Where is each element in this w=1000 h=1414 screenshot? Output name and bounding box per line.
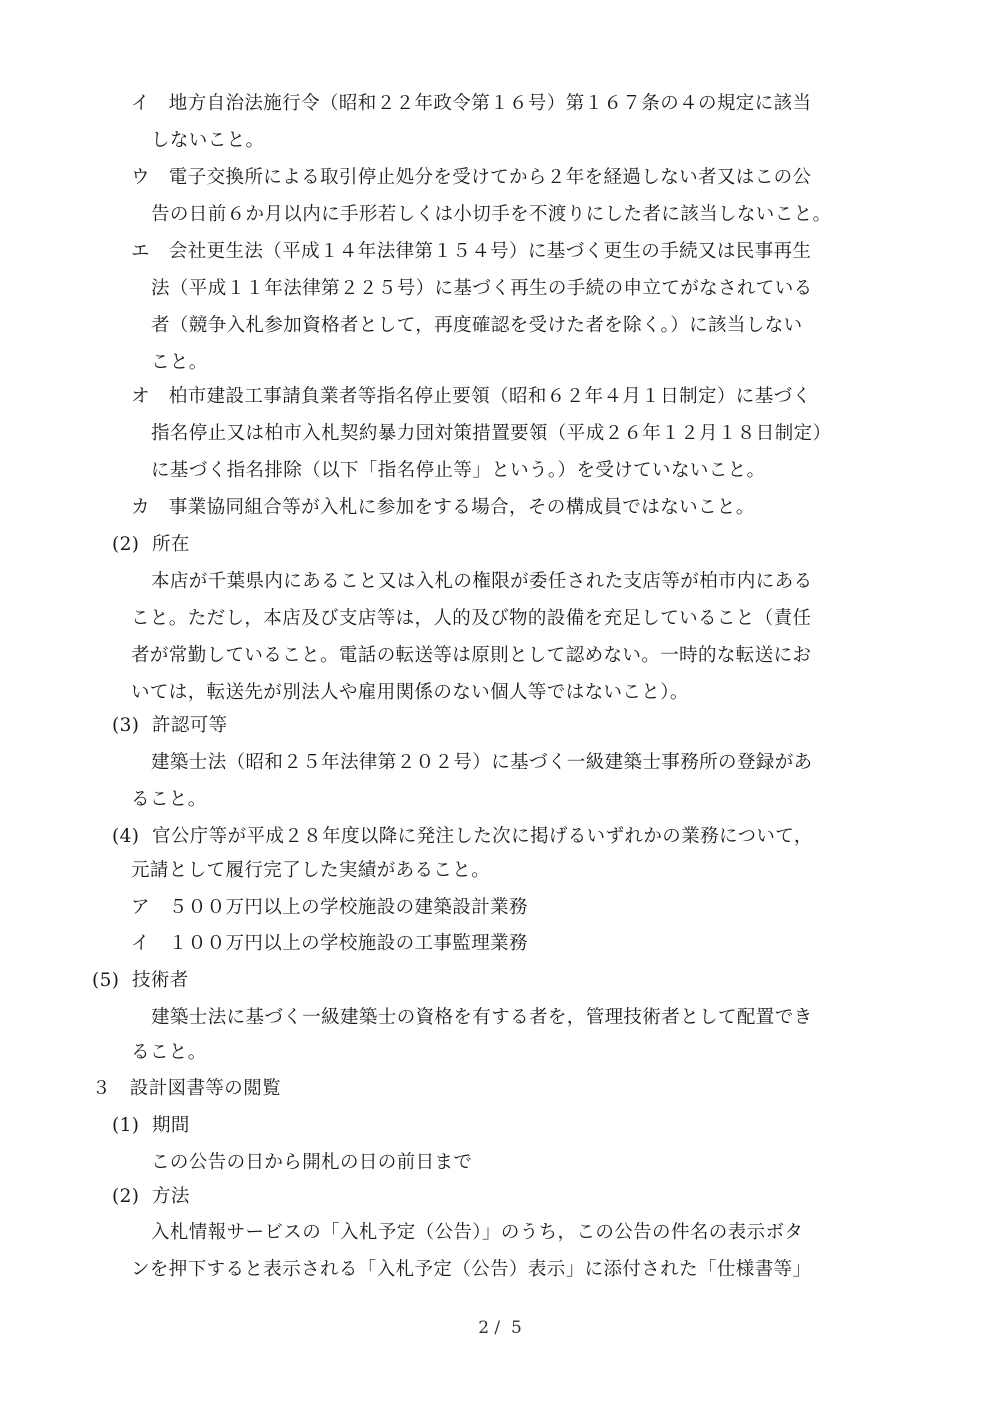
- section-heading: (2) 方法: [112, 1186, 190, 1207]
- chapter-heading: ３ 設計図書等の閲覧: [92, 1078, 282, 1099]
- text-line: ア ５００万円以上の学校施設の建築設計業務: [131, 897, 528, 918]
- text-line: しないこと。: [151, 130, 265, 151]
- section-heading: (4) 官公庁等が平成２８年度以降に発注した次に掲げるいずれかの業務について，: [112, 826, 813, 847]
- text-line: ること。: [131, 1042, 207, 1063]
- text-line: 入札情報サービスの「入札予定（公告）」のうち，この公告の件名の表示ボタ: [151, 1222, 804, 1243]
- text-line: カ 事業協同組合等が入札に参加をする場合，その構成員ではないこと。: [131, 497, 755, 518]
- section-heading: (5) 技術者: [92, 970, 189, 991]
- section-heading: (2) 所在: [112, 534, 190, 555]
- text-line: 建築士法（昭和２５年法律第２０２号）に基づく一級建築士事務所の登録があ: [151, 752, 813, 773]
- text-line: 者（競争入札参加資格者として，再度確認を受けた者を除く。）に該当しない: [151, 315, 803, 336]
- text-line: 本店が千葉県内にあること又は入札の権限が委任された支店等が柏市内にある: [151, 571, 813, 592]
- text-line: 告の日前６か月以内に手形若しくは小切手を不渡りにした者に該当しないこと。: [151, 204, 832, 225]
- text-line: 元請として履行完了した実績があること。: [131, 860, 491, 881]
- text-line: こと。: [151, 352, 208, 373]
- text-line: ること。: [131, 789, 207, 810]
- text-line: に基づく指名排除（以下「指名停止等」という。）を受けていないこと。: [151, 460, 766, 481]
- text-line: 建築士法に基づく一級建築士の資格を有する者を，管理技術者として配置でき: [151, 1007, 813, 1028]
- text-line: ウ 電子交換所による取引停止処分を受けてから２年を経過しない者又はこの公: [131, 167, 812, 188]
- text-line: イ １００万円以上の学校施設の工事監理業務: [131, 933, 528, 954]
- text-line: この公告の日から開札の日の前日まで: [151, 1152, 473, 1173]
- text-line: こと。ただし，本店及び支店等は，人的及び物的設備を充足していること（責任: [131, 608, 812, 629]
- text-line: いては，転送先が別法人や雇用関係のない個人等ではないこと）。: [131, 682, 689, 703]
- section-heading: (1) 期間: [112, 1115, 190, 1136]
- text-line: ンを押下すると表示される「入札予定（公告）表示」に添付された「仕様書等」: [131, 1259, 812, 1280]
- text-line: イ 地方自治法施行令（昭和２２年政令第１６号）第１６７条の４の規定に該当: [131, 93, 812, 114]
- text-line: 指名停止又は柏市入札契約暴力団対策措置要領（平成２６年１２月１８日制定）: [151, 423, 832, 444]
- text-line: 法（平成１１年法律第２２５号）に基づく再生の手続の申立てがなされている: [151, 278, 813, 299]
- page-number: 2 / 5: [478, 1318, 522, 1338]
- text-line: 者が常勤していること。電話の転送等は原則として認めない。一時的な転送にお: [131, 645, 812, 666]
- text-line: エ 会社更生法（平成１４年法律第１５４号）に基づく更生の手続又は民事再生: [131, 241, 812, 262]
- section-heading: (3) 許認可等: [112, 715, 228, 736]
- text-line: オ 柏市建設工事請負業者等指名停止要領（昭和６２年４月１日制定）に基づく: [131, 386, 812, 407]
